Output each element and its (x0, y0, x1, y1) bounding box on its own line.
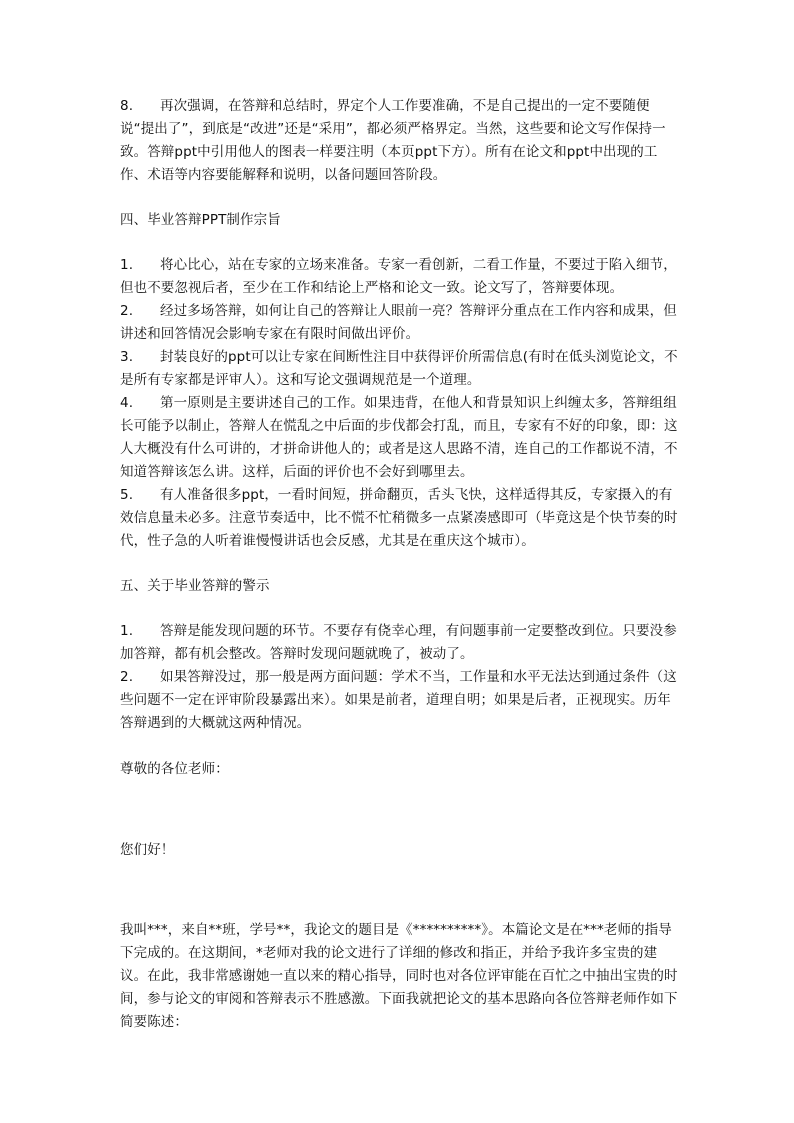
item-number: 1. (120, 257, 134, 273)
spacer (120, 232, 680, 254)
section-5-item-2 (120, 666, 680, 735)
section-5-heading: 五、关于毕业答辩的警示 (120, 578, 270, 594)
item-text: 有人准备很多ppt，一看时间短，拼命翻页，舌头飞快，这样适得其反，专家摄入的有效信息量未必多。注意节奏适中，比不慌不忙稍微多一点紧凑感即可（毕竟这是个快节奏的时代，性子急的人听着谁慢慢讲话也会反感，尤其是在重庆这个城市）。 (120, 487, 678, 549)
item-text: 再次强调，在答辩和总结时，界定个人工作要准确，不是自己提出的一定不要随便说“提出了”，到底是“改进”还是“采用”，都必须严格界定。当然，这些要和论文写作保持一致。答辩ppt中引用他人的图表一样要注明（本页ppt下方）。所有在论文和ppt中出现的工作、术语等内容要能解释和说明，以备问题回答阶段。 (120, 98, 666, 183)
item-8 (120, 95, 680, 187)
item-text: 第一原则是主要讲述自己的工作。如果违背，在他人和背景知识上纠缠太多，答辩组组长可能予以制止，答辩人在慌乱之中后面的步伐都会打乱，而且，专家有不好的印象，即：这人大概没有什么可讲的，才拼命讲他人的；或者是这人思路不清，连自己的工作都说不清，不知道答辩该怎么讲。这样，后面的评价也不会好到哪里去。 (120, 395, 678, 480)
spacer (120, 187, 680, 209)
spacer (120, 735, 680, 758)
section-4-item-4 (120, 392, 680, 484)
item-text: 将心比心，站在专家的立场来准备。专家一看创新，二看工作量，不要过于陷入细节，但也不要忽视后者，至少在工作和结论上严格和论文一致。论文写了，答辩要体现。 (120, 257, 677, 296)
spacer (120, 598, 680, 620)
document-page (120, 95, 680, 1034)
greeting-hello: 您们好！ (120, 842, 175, 858)
section-4-item-5 (120, 484, 680, 553)
spacer (120, 781, 680, 839)
intro-paragraph: 我叫***，来自**班，学号**，我论文的题目是《**********》。本篇论文是在***老师的指导下完成的。在这期间，*老师对我的论文进行了详细的修改和指正，并给予我许多宝贵的建议。在此，我非常感谢她一直以来的精心指导，同时也对各位评审能在百忙之中抽出宝贵的时间，参与论文的审阅和答辩表示不胜感激。下面我就把论文的基本思路向各位答辩老师作如下简要陈述： (120, 922, 678, 1030)
section-4-item-1 (120, 254, 680, 300)
item-text: 经过多场答辩，如何让自己的答辩让人眼前一亮？答辩评分重点在工作内容和成果，但讲述和回答情况会影响专家在有限时间做出评价。 (120, 303, 677, 342)
item-number: 2. (120, 303, 134, 319)
item-number: 1. (120, 623, 134, 639)
item-text: 如果答辩没过，那一般是两方面问题：学术不当，工作量和水平无法达到通过条件（这些问题不一定在评审阶段暴露出来）。如果是前者，道理自明；如果是后者，正视现实。历年答辩遇到的大概就这两种情况。 (120, 669, 677, 731)
greeting-teachers: 尊敬的各位老师： (120, 761, 229, 777)
section-4-heading: 四、毕业答辩PPT制作宗旨 (120, 212, 281, 228)
section-5-item-1 (120, 620, 680, 666)
item-text: 封装良好的ppt可以让专家在间断性注目中获得评价所需信息(有时在低头浏览论文，不是所有专家都是评审人）。这和写论文强调规范是一个道理。 (120, 349, 678, 388)
spacer (120, 553, 680, 575)
item-number: 2. (120, 669, 134, 685)
item-number: 8. (120, 98, 134, 114)
item-number: 3. (120, 349, 134, 365)
section-4-item-3 (120, 346, 680, 392)
item-number: 4. (120, 395, 134, 411)
item-number: 5. (120, 487, 134, 503)
section-4-item-2 (120, 300, 680, 346)
item-text: 答辩是能发现问题的环节。不要存有侥幸心理，有问题事前一定要整改到位。只要没参加答辩，都有机会整改。答辩时发现问题就晚了，被动了。 (120, 623, 677, 662)
spacer (120, 862, 680, 919)
